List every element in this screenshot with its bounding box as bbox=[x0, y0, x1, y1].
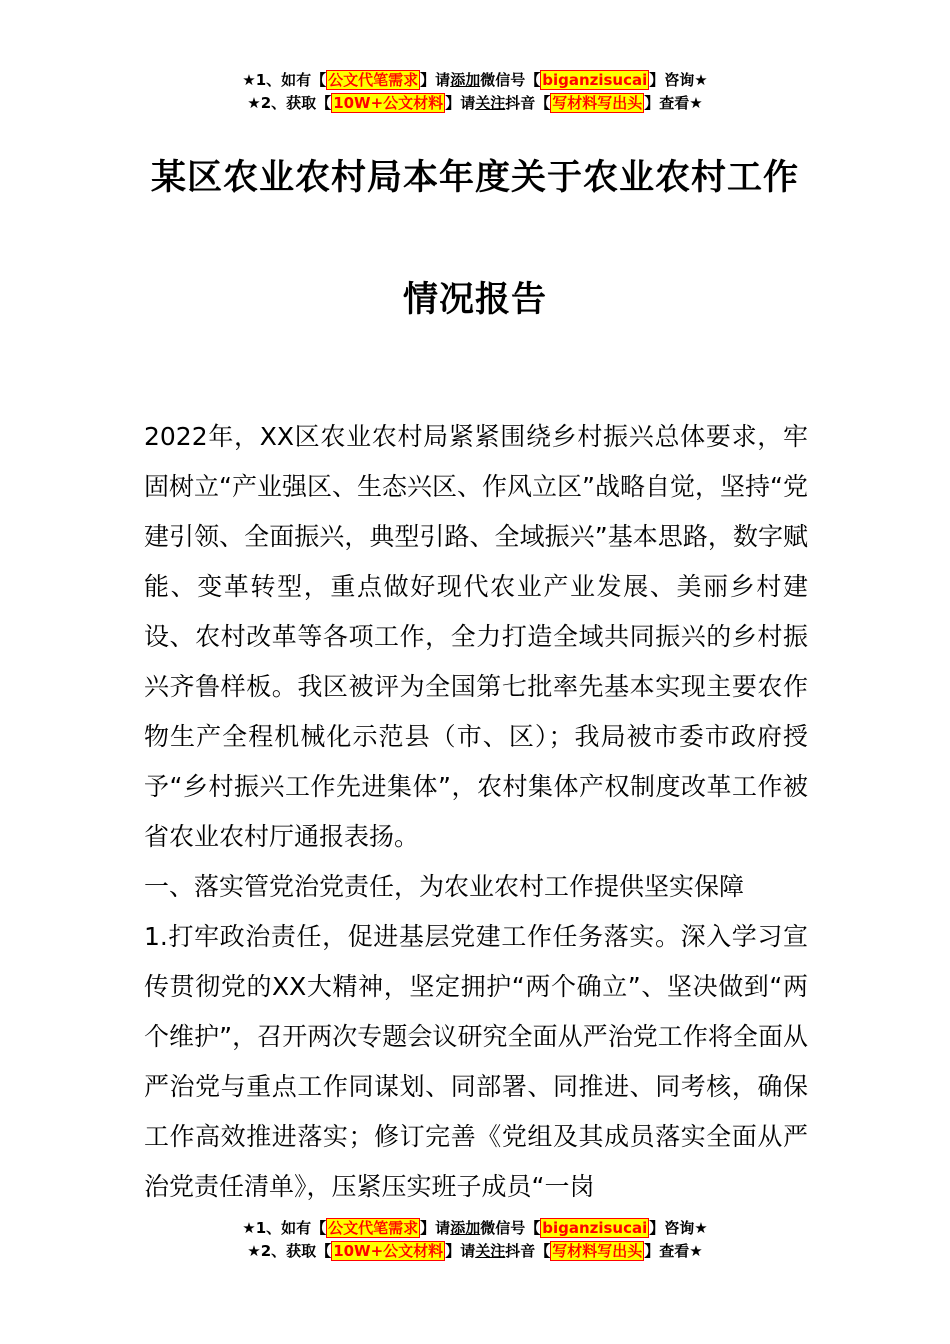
banner-text: 】咨询★ bbox=[649, 71, 708, 89]
banner-underline: 添加 bbox=[450, 71, 481, 89]
intro-paragraph: 2022年，XX区农业农村局紧紧围绕乡村振兴总体要求，牢固树立“产业强区、生态兴区、作风立区”战略自觉，坚持“党建引领、全面振兴，典型引路、全域振兴”基本思路，数字赋能、变革转型，重点做好现代农业产业发展、美丽乡村建设、农村改革等各项工作，全力打造全域共同振兴的乡村振兴齐鲁样板。我区被评为全国第七批率先基本实现主要农作物生产全程机械化示范县（市、区）；我局被市委市政府授予“乡村振兴工作先进集体”，农村集体产权制度改革工作被省农业农村厅通报表扬。 bbox=[144, 422, 808, 851]
banner-text: 】请 bbox=[445, 94, 476, 112]
banner-underline: 关注 bbox=[475, 1242, 506, 1260]
highlight-wechat-id: biganzisucai bbox=[542, 71, 648, 89]
banner-line-2 bbox=[0, 1240, 950, 1263]
footer-banner bbox=[0, 1217, 950, 1263]
banner-text: 】请 bbox=[420, 1219, 451, 1237]
document-title-line-2: 情况报告 bbox=[402, 280, 547, 320]
banner-text: 】查看★ bbox=[644, 94, 703, 112]
banner-text: ★1、如有【 bbox=[242, 71, 327, 89]
banner-text: 微信号【 bbox=[480, 1219, 541, 1237]
banner-text: 】请 bbox=[445, 1242, 476, 1260]
highlight-materials: 10W+公文材料 bbox=[333, 94, 444, 112]
banner-underline: 关注 bbox=[475, 94, 506, 112]
highlight-douyin-id: 写材料写出头 bbox=[552, 94, 643, 112]
highlight-materials: 10W+公文材料 bbox=[333, 1242, 444, 1260]
highlight-service: 公文代笔需求 bbox=[328, 1219, 419, 1237]
banner-text: 抖音【 bbox=[505, 1242, 551, 1260]
banner-text: 】查看★ bbox=[644, 1242, 703, 1260]
document-title-line-1: 某区农业农村局本年度关于农业农村工作 bbox=[150, 158, 799, 198]
header-banner bbox=[0, 69, 950, 115]
section-heading-1: 一、落实管党治党责任，为农业农村工作提供坚实保障 bbox=[144, 872, 745, 901]
banner-text: 微信号【 bbox=[480, 71, 541, 89]
banner-text: ★1、如有【 bbox=[242, 1219, 327, 1237]
banner-underline: 添加 bbox=[450, 1219, 481, 1237]
banner-text: 】请 bbox=[420, 71, 451, 89]
banner-line-1 bbox=[0, 69, 950, 92]
highlight-wechat-id: biganzisucai bbox=[542, 1219, 648, 1237]
highlight-douyin-id: 写材料写出头 bbox=[552, 1242, 643, 1260]
banner-text: ★2、获取【 bbox=[247, 1242, 332, 1260]
paragraph-1-1: 1.打牢政治责任，促进基层党建工作任务落实。深入学习宣传贯彻党的XX大精神，坚定拥护“两个确立”、坚决做到“两个维护”，召开两次专题会议研究全面从严治党工作将全面从严治党与重点工作同谋划、同部署、同推进、同考核，确保工作高效推进落实；修订完善《党组及其成员落实全面从严治党责任清单》，压紧压实班子成员“一岗 bbox=[144, 922, 808, 1201]
banner-line-2 bbox=[0, 92, 950, 115]
highlight-service: 公文代笔需求 bbox=[328, 71, 419, 89]
banner-text: ★2、获取【 bbox=[247, 94, 332, 112]
banner-text: 】咨询★ bbox=[649, 1219, 708, 1237]
banner-line-1 bbox=[0, 1217, 950, 1240]
document-body bbox=[144, 412, 808, 1212]
banner-text: 抖音【 bbox=[505, 94, 551, 112]
